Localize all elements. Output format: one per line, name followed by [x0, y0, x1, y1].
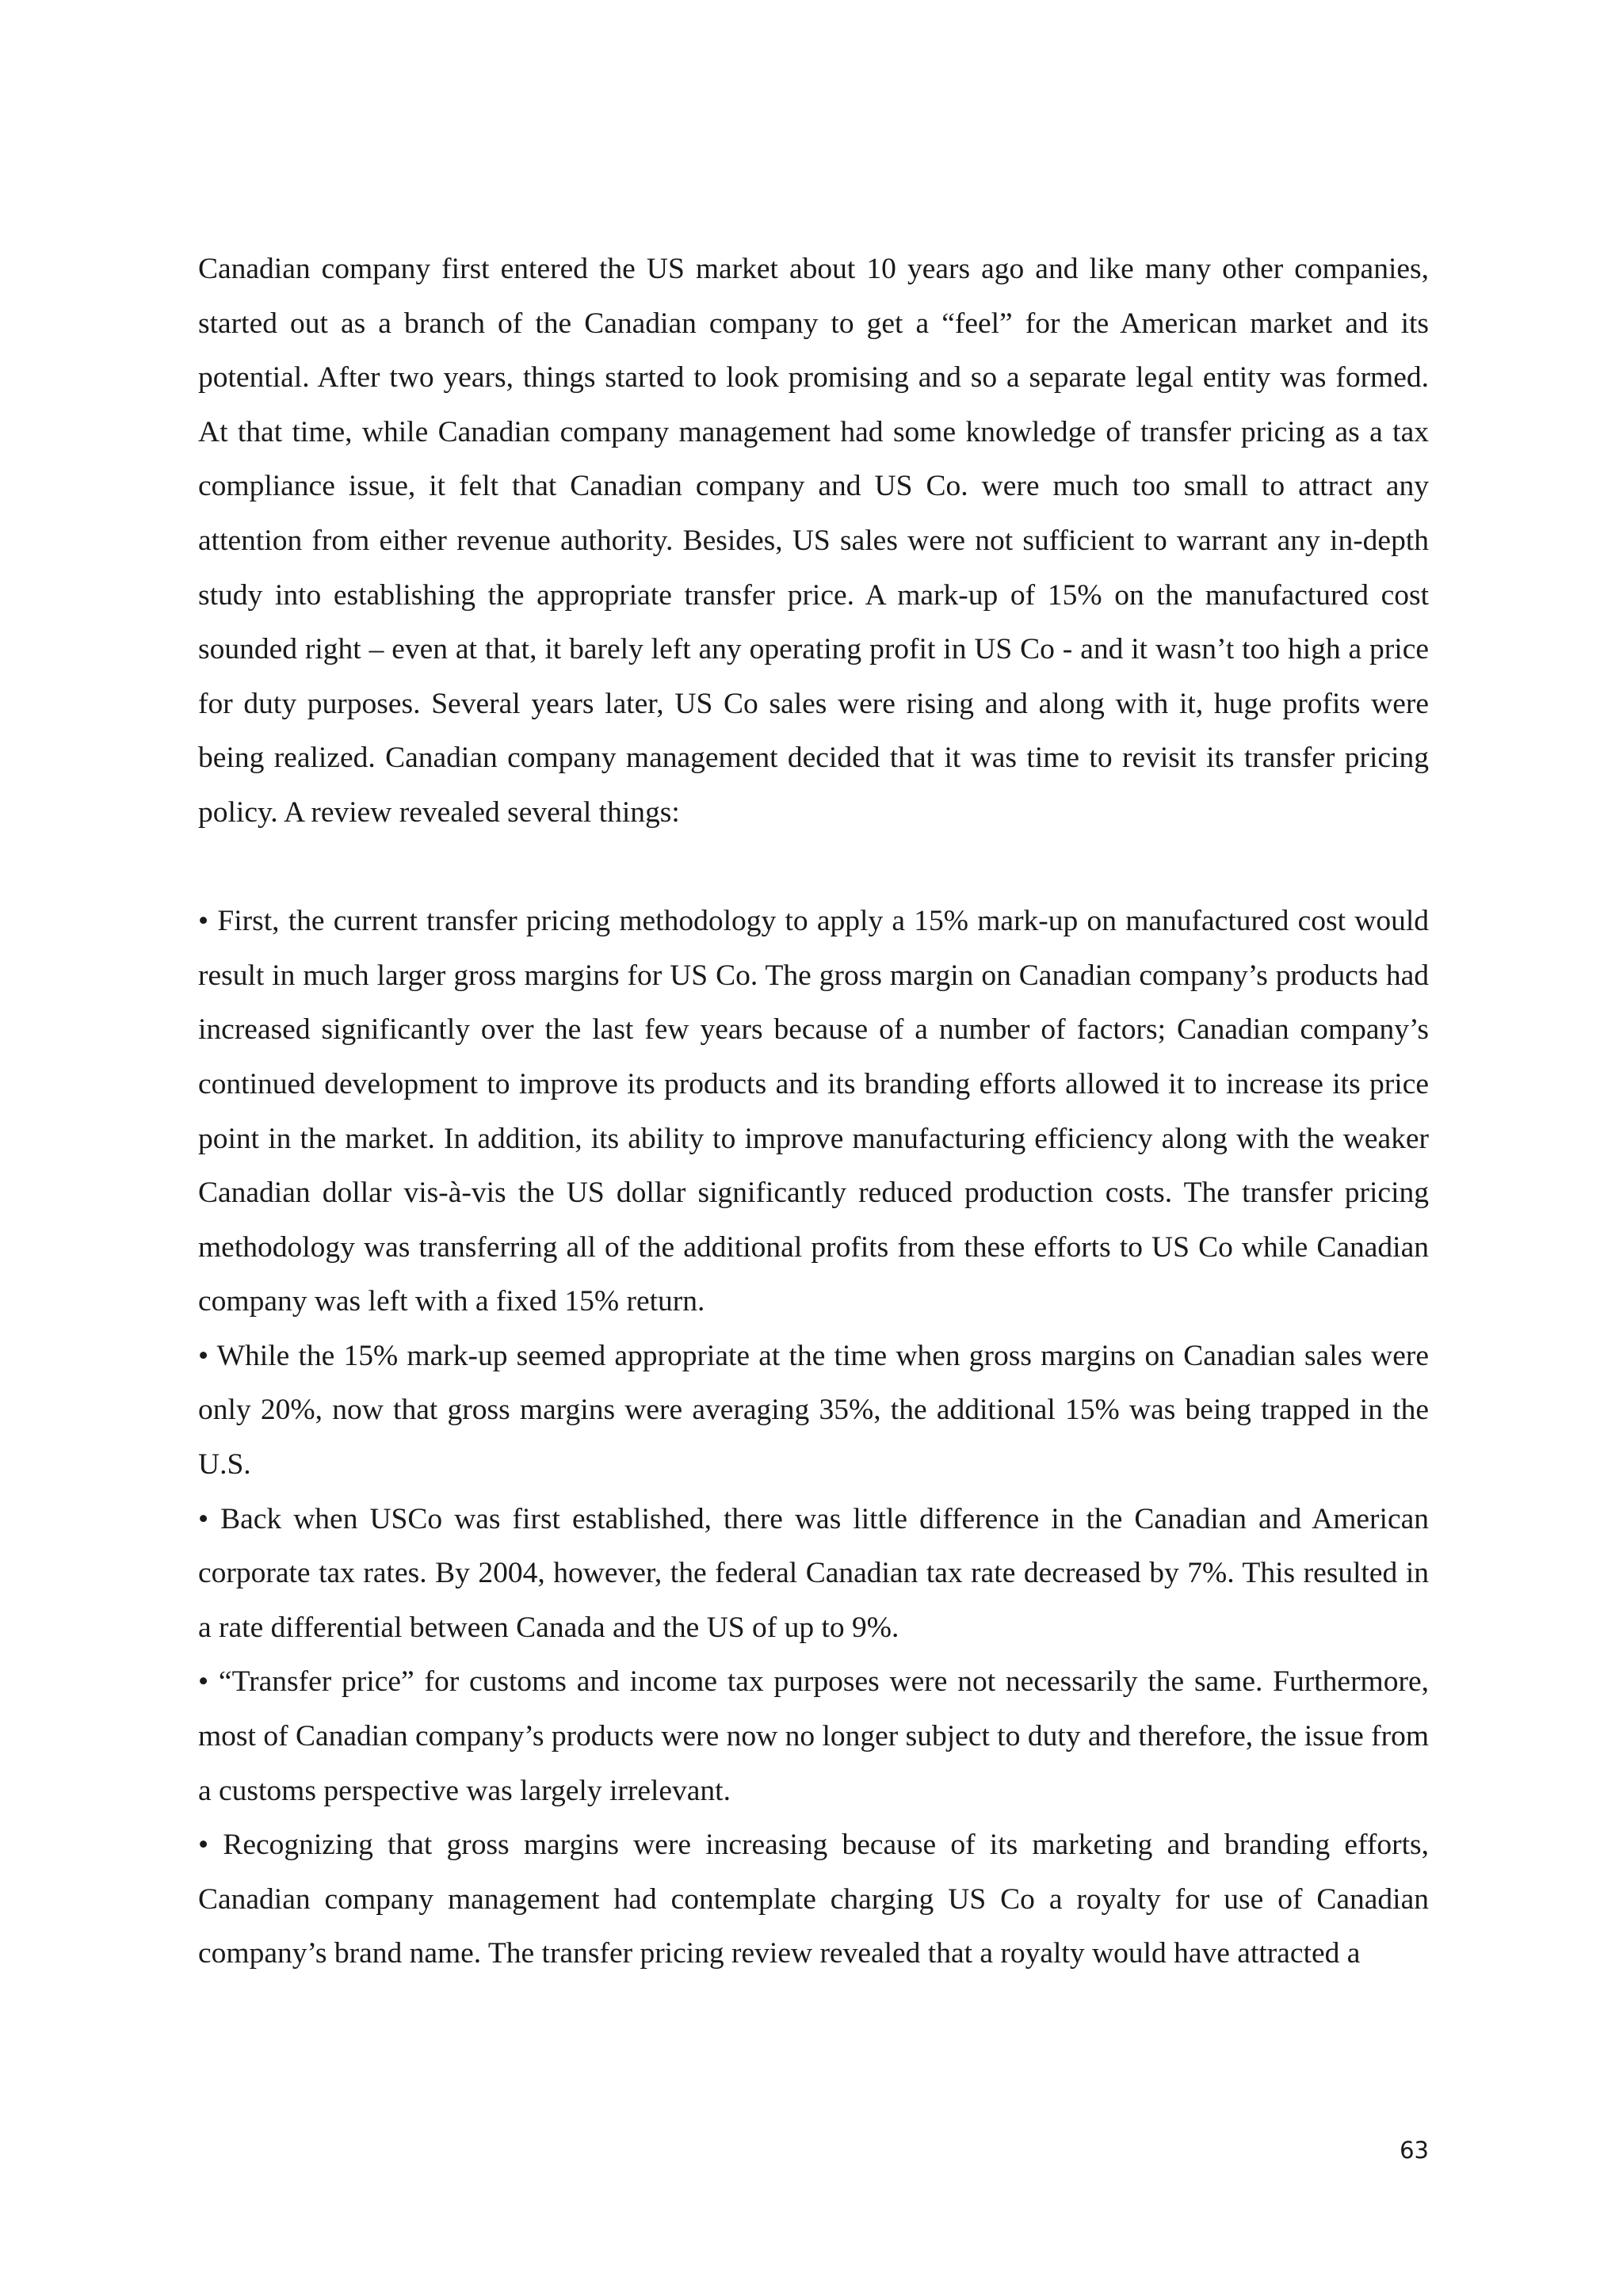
intro-paragraph: Canadian company first entered the US market about 10 years ago and like many other companies, started out as a branch of the Canadian company to get a “feel” for the American market and its potential. After two years, things started to look promising and so a separate legal entity was formed. At that time, while Canadian company management had some knowledge of transfer pricing as a tax compliance issue, it felt that Canadian company and US Co. were much too small to attract any attention from either revenue authority. Besides, US sales were not sufficient to warrant any in-depth study into establishing the appropriate transfer price. A mark-up of 15% on the manufactured cost sounded right – even at that, it barely left any operating profit in US Co - and it wasn’t too high a price for duty purposes. Several years later, US Co sales were rising and along with it, huge profits were being realized. Canadian company management decided that it was time to revisit its transfer pricing policy. A review revealed several things:	[198, 253, 1429, 829]
bullet-item-gross-margins: • While the 15% mark-up seemed appropriate at the time when gross margins on Canadian sales were only 20%, now that gross margins were averaging 35%, the additional 15% was being trapped in the U.S.	[198, 1339, 1429, 1482]
bullet-item-markup-methodology: • First, the current transfer pricing methodology to apply a 15% mark-up on manufactured cost would result in much larger gross margins for US Co. The gross margin on Canadian company’s products had increased significantly over the last few years because of a number of factors; Canadian company’s continued development to improve its products and its branding efforts allowed it to increase its price point in the market. In addition, its ability to improve manufacturing efficiency along with the weaker Canadian dollar vis-à-vis the US dollar significantly reduced production costs. The transfer pricing methodology was transferring all of the additional profits from these efforts to US Co while Canadian company was left with a fixed 15% return.	[198, 905, 1429, 1318]
paragraph-gap	[198, 841, 1429, 895]
bullet-item-customs: • “Transfer price” for customs and income tax purposes were not necessarily the same. Furthermore, most of Canadian company’s products were now no longer subject to duty and therefore, the issue from a customs perspective was largely irrelevant.	[198, 1665, 1429, 1807]
bullet-item-royalty: • Recognizing that gross margins were increasing because of its marketing and branding efforts, Canadian company management had contemplate charging US Co a royalty for use of Canadian company’s brand name. The transfer pricing review revealed that a royalty would have attracted a	[198, 1829, 1429, 1970]
page-number: 63	[1400, 2137, 1429, 2164]
bullet-item-tax-rates: • Back when USCo was first established, there was little difference in the Canadian and American corporate tax rates. By 2004, however, the federal Canadian tax rate decreased by 7%. This resulted in a rate differential between Canada and the US of up to 9%.	[198, 1502, 1429, 1644]
body-text	[198, 242, 1429, 1981]
